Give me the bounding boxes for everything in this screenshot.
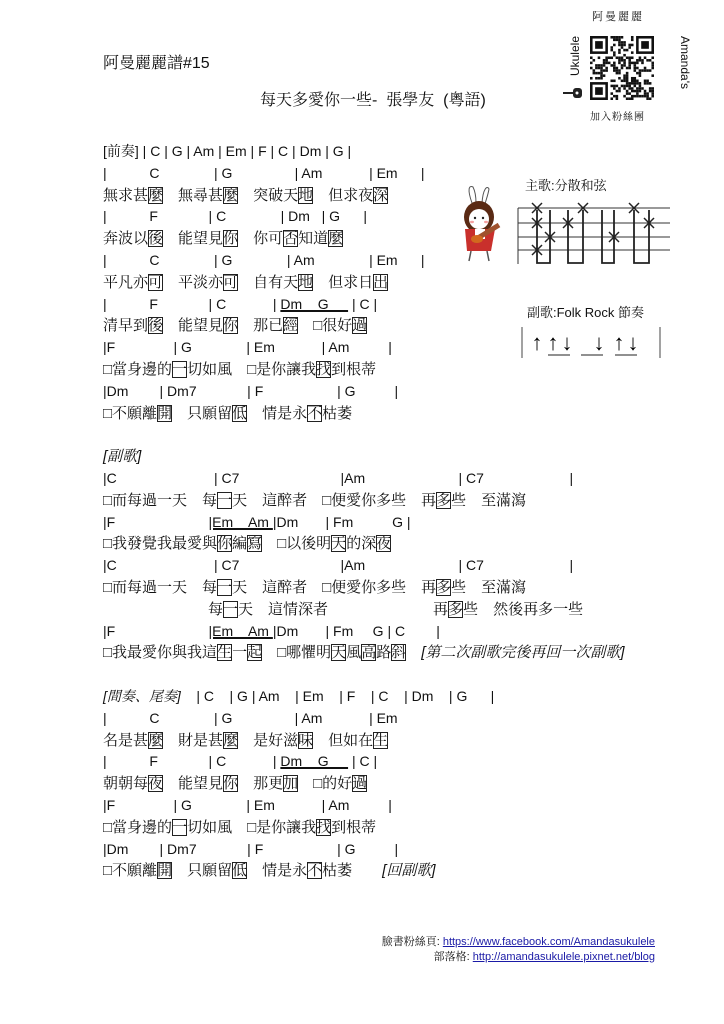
text-segment: 能望見 bbox=[163, 317, 224, 335]
accent-boxed-char: 斜 bbox=[391, 644, 407, 662]
chord-line bbox=[103, 141, 683, 163]
blank-line bbox=[103, 664, 683, 686]
accent-boxed-char: 多 bbox=[436, 491, 452, 509]
accent-boxed-char: 否 bbox=[283, 230, 299, 248]
accent-boxed-char: 出 bbox=[373, 273, 389, 291]
accent-boxed-char: 低 bbox=[232, 862, 248, 880]
qr-bottom-text: 加入粉絲團 bbox=[590, 112, 645, 123]
accent-boxed-char: 地 bbox=[298, 186, 314, 204]
text-segment: 自有天 bbox=[238, 273, 299, 291]
accent-boxed-char: 寫 bbox=[247, 535, 263, 553]
document-title: 阿曼麗麗譜#15 bbox=[103, 55, 210, 72]
qr-code bbox=[590, 36, 654, 100]
text-segment: 知道 bbox=[298, 230, 329, 248]
text-segment: 些 至滿瀉 bbox=[451, 491, 527, 509]
underlined-chords: Dm G bbox=[280, 295, 349, 312]
accent-boxed-char: 過 bbox=[352, 317, 368, 335]
text-segment: □哪懼明 bbox=[262, 644, 332, 662]
accent-boxed-char: 不 bbox=[307, 404, 323, 422]
accent-boxed-char: 一 bbox=[217, 578, 233, 596]
accent-boxed-char: 麼 bbox=[148, 731, 164, 749]
accent-boxed-char: 麼 bbox=[223, 186, 239, 204]
text-segment: 平淡亦 bbox=[163, 273, 224, 291]
text-segment: 財是甚 bbox=[163, 731, 224, 749]
accent-boxed-char: 開 bbox=[157, 862, 173, 880]
lyric-line bbox=[103, 228, 683, 250]
text-segment: 只願留 bbox=[172, 862, 233, 880]
text-segment: 但求日 bbox=[313, 273, 374, 291]
text-segment: | C | G | Am | Em | bbox=[103, 251, 425, 268]
text-segment: □當身邊的 bbox=[103, 818, 173, 836]
accent-boxed-char: 加 bbox=[283, 775, 299, 793]
text-segment: 天 這醉者 □便愛你多些 再 bbox=[232, 491, 437, 509]
accent-boxed-char: 一 bbox=[217, 491, 233, 509]
chord-line bbox=[103, 751, 683, 773]
accent-boxed-char: 一 bbox=[172, 818, 188, 836]
text-segment: 突破天 bbox=[238, 186, 299, 204]
text-segment: 是好滋 bbox=[238, 731, 299, 749]
accent-boxed-char: 低 bbox=[232, 404, 248, 422]
text-segment: 些 然後再多一些 bbox=[463, 600, 584, 618]
chord-line bbox=[103, 294, 683, 316]
lyric-line bbox=[103, 185, 683, 207]
footer bbox=[382, 935, 655, 965]
chord-line bbox=[103, 206, 683, 228]
accent-boxed-char: 地 bbox=[298, 273, 314, 291]
lyric-line bbox=[103, 577, 683, 599]
accent-boxed-char: 天 bbox=[331, 535, 347, 553]
accent-boxed-char: 找 bbox=[316, 360, 332, 378]
accent-boxed-char: 你 bbox=[223, 317, 239, 335]
text-segment: | F | C | bbox=[103, 753, 281, 770]
chord-line bbox=[103, 839, 683, 861]
text-segment: | C | bbox=[348, 753, 378, 770]
qr-left-text: Ukulele bbox=[568, 36, 582, 77]
qr-right-text: Amanda's bbox=[678, 36, 692, 89]
accent-boxed-char: 深 bbox=[373, 186, 389, 204]
lyric-line bbox=[103, 817, 683, 839]
text-segment: □不願離 bbox=[103, 862, 158, 880]
text-segment: □以後明 bbox=[262, 535, 332, 553]
text-segment: 些 至滿瀉 bbox=[451, 578, 527, 596]
text-segment: □很好 bbox=[298, 317, 353, 335]
facebook-link[interactable]: https://www.facebook.com/Amandasukulele bbox=[442, 936, 655, 948]
lyric-line bbox=[103, 359, 683, 381]
underlined-chords: |Em Am bbox=[208, 513, 273, 530]
text-segment: |Dm | Dm7 | F | G | bbox=[103, 840, 399, 857]
text-segment: 能望見 bbox=[163, 230, 224, 248]
accent-boxed-char: 多 bbox=[448, 600, 464, 618]
blog-label: 部落格: bbox=[433, 951, 473, 963]
text-segment: |Dm | Fm G | bbox=[272, 513, 411, 530]
qr-top-text: 阿曼麗麗 bbox=[592, 11, 644, 23]
text-segment: 平凡亦 bbox=[103, 273, 149, 291]
text-segment: |F | G | Em | Am | bbox=[103, 339, 392, 356]
blank-line bbox=[103, 424, 683, 446]
text-segment bbox=[406, 644, 421, 661]
lyric-line bbox=[103, 272, 683, 294]
accent-boxed-char: 你 bbox=[223, 775, 239, 793]
text-segment: 切如風 □是你讓我 bbox=[187, 818, 317, 836]
text-segment: 但求夜 bbox=[313, 186, 374, 204]
accent-boxed-char: 起 bbox=[247, 644, 263, 662]
chord-line bbox=[103, 708, 683, 730]
chord-line bbox=[103, 468, 683, 490]
text-segment: □我最愛你與我這 bbox=[103, 644, 218, 662]
text-segment: 風 bbox=[346, 644, 362, 662]
text-segment: |Dm | Fm G | C | bbox=[272, 622, 440, 639]
text-segment: |F | G | Em | Am | bbox=[103, 796, 392, 813]
chord-line bbox=[103, 337, 683, 359]
accent-boxed-char: 不 bbox=[307, 862, 323, 880]
section-note: [第二次副歌完後再回一次副歌] bbox=[421, 644, 625, 662]
accent-boxed-char: 可 bbox=[223, 273, 239, 291]
accent-boxed-char: 你 bbox=[217, 535, 233, 553]
accent-boxed-char: 生 bbox=[373, 731, 389, 749]
accent-boxed-char: 後 bbox=[148, 317, 164, 335]
blog-link[interactable]: http://amandasukulele.pixnet.net/blog bbox=[472, 951, 655, 963]
text-segment: 能望見 bbox=[163, 775, 224, 793]
down-strum-arrow-icon: ↓ bbox=[561, 330, 573, 355]
lyric-line bbox=[103, 773, 683, 795]
lyric-line bbox=[103, 315, 683, 337]
accent-boxed-char: 生 bbox=[217, 644, 233, 662]
lyric-line bbox=[103, 860, 683, 882]
chord-line bbox=[103, 512, 683, 534]
text-segment: | F | C | bbox=[103, 295, 281, 312]
accent-boxed-char: 麼 bbox=[328, 230, 344, 248]
chord-line bbox=[103, 163, 683, 185]
text-segment: 你可 bbox=[238, 230, 284, 248]
text-segment: 到根蒂 bbox=[331, 360, 377, 378]
lyric-line bbox=[103, 730, 683, 752]
text-segment: 枯萎 bbox=[322, 404, 353, 422]
text-segment: |F bbox=[103, 513, 209, 530]
accent-boxed-char: 一 bbox=[223, 600, 239, 618]
text-segment: 路 bbox=[376, 644, 392, 662]
ukulele-icon bbox=[563, 86, 583, 100]
text-segment: □我發覺我最愛與 bbox=[103, 535, 218, 553]
text-segment: 奔波以 bbox=[103, 230, 149, 248]
verse-strum-label: 主歌:分散和弦 bbox=[525, 178, 607, 193]
text-segment: 枯萎 bbox=[322, 862, 383, 880]
text-segment: |C | C7 |Am | C7 | bbox=[103, 469, 574, 486]
lyric-line bbox=[103, 642, 683, 664]
chord-line bbox=[103, 555, 683, 577]
text-segment: 天 這情深者 再 bbox=[238, 600, 449, 618]
text-segment: 到根蒂 bbox=[331, 818, 377, 836]
text-segment: |C | C7 |Am | C7 | bbox=[103, 557, 574, 574]
song-title: 每天多愛你一些- 張學友 (粵語) bbox=[260, 92, 486, 109]
chord-line bbox=[103, 621, 683, 643]
text-segment: | C | G | Am | Em bbox=[103, 709, 398, 726]
chord-line bbox=[103, 795, 683, 817]
text-segment: □當身邊的 bbox=[103, 360, 173, 378]
section-note: [間奏、尾奏] bbox=[103, 687, 181, 704]
lyric-line bbox=[103, 403, 683, 425]
chord-line bbox=[103, 686, 683, 708]
text-segment: 情是永 bbox=[247, 404, 308, 422]
qr-code-block[interactable] bbox=[560, 4, 700, 126]
accent-boxed-char: 後 bbox=[148, 230, 164, 248]
text-segment: 切如風 □是你讓我 bbox=[187, 360, 317, 378]
text-segment: □而每過一天 每 bbox=[103, 578, 218, 596]
text-segment: [前奏] | C | G | Am | Em | F | C | Dm | G | bbox=[103, 143, 352, 159]
lyric-line bbox=[103, 533, 683, 555]
text-segment: □不願離 bbox=[103, 404, 158, 422]
lyric-line bbox=[103, 446, 683, 468]
text-segment: 清早到 bbox=[103, 317, 149, 335]
accent-boxed-char: 過 bbox=[352, 775, 368, 793]
accent-boxed-char: 多 bbox=[436, 578, 452, 596]
accent-boxed-char: 可 bbox=[148, 273, 164, 291]
text-segment: □而每過一天 每 bbox=[103, 491, 218, 509]
text-segment: 天 這醉者 □便愛你多些 再 bbox=[232, 578, 437, 596]
text-segment: 無求甚 bbox=[103, 186, 149, 204]
accent-boxed-char: 開 bbox=[157, 404, 173, 422]
lyric-line bbox=[103, 599, 683, 621]
text-segment: | C | bbox=[348, 295, 378, 312]
text-segment: 只願留 bbox=[172, 404, 233, 422]
facebook-label: 臉書粉絲頁: bbox=[381, 936, 443, 948]
text-segment: |Dm | Dm7 | F | G | bbox=[103, 382, 399, 399]
text-segment: 一 bbox=[232, 644, 248, 662]
lyric-line bbox=[103, 490, 683, 512]
text-segment: 編 bbox=[232, 535, 248, 553]
accent-boxed-char: 經 bbox=[283, 317, 299, 335]
down-strum-arrow-icon: ↓ bbox=[627, 330, 639, 355]
text-segment: 情是永 bbox=[247, 862, 308, 880]
accent-boxed-char: 天 bbox=[331, 644, 347, 662]
text-segment: 無尋甚 bbox=[163, 186, 224, 204]
up-strum-arrow-icon: ↑ bbox=[613, 330, 625, 355]
accent-boxed-char: 一 bbox=[172, 360, 188, 378]
accent-boxed-char: 你 bbox=[223, 230, 239, 248]
chorus-strum-label: 副歌:Folk Rock 節奏 bbox=[527, 305, 645, 320]
text-segment: 朝朝每 bbox=[103, 775, 149, 793]
text-segment: □的好 bbox=[298, 775, 353, 793]
text-segment: 但如在 bbox=[313, 731, 374, 749]
section-note: [回副歌] bbox=[382, 862, 436, 880]
text-segment: | C | G | Am | Em | bbox=[103, 164, 425, 181]
accent-boxed-char: 高 bbox=[361, 644, 377, 662]
text-segment: | F | C | Dm | G | bbox=[103, 208, 367, 225]
accent-boxed-char: 找 bbox=[316, 818, 332, 836]
chord-line bbox=[103, 250, 683, 272]
underlined-chords: |Em Am bbox=[208, 622, 273, 639]
text-segment: 的深 bbox=[346, 535, 377, 553]
accent-boxed-char: 味 bbox=[298, 731, 314, 749]
accent-boxed-char: 夜 bbox=[376, 535, 392, 553]
accent-boxed-char: 夜 bbox=[148, 775, 164, 793]
text-segment: |F bbox=[103, 622, 209, 639]
text-segment: 名是甚 bbox=[103, 731, 149, 749]
up-strum-arrow-icon: ↑ bbox=[531, 330, 543, 355]
text-segment: 那已 bbox=[238, 317, 284, 335]
text-segment: | C | G | Am | Em | F | C | Dm | G | bbox=[180, 687, 495, 704]
down-strum-arrow-icon: ↓ bbox=[593, 330, 605, 355]
underlined-chords: Dm G bbox=[280, 753, 349, 770]
section-note: [副歌] bbox=[103, 448, 142, 466]
chord-line bbox=[103, 381, 683, 403]
chord-lyric-sheet bbox=[103, 141, 683, 882]
accent-boxed-char: 麼 bbox=[148, 186, 164, 204]
accent-boxed-char: 麼 bbox=[223, 731, 239, 749]
up-strum-arrow-icon: ↑ bbox=[547, 330, 559, 355]
text-segment: 那更 bbox=[238, 775, 284, 793]
text-segment: 每 bbox=[103, 600, 224, 618]
